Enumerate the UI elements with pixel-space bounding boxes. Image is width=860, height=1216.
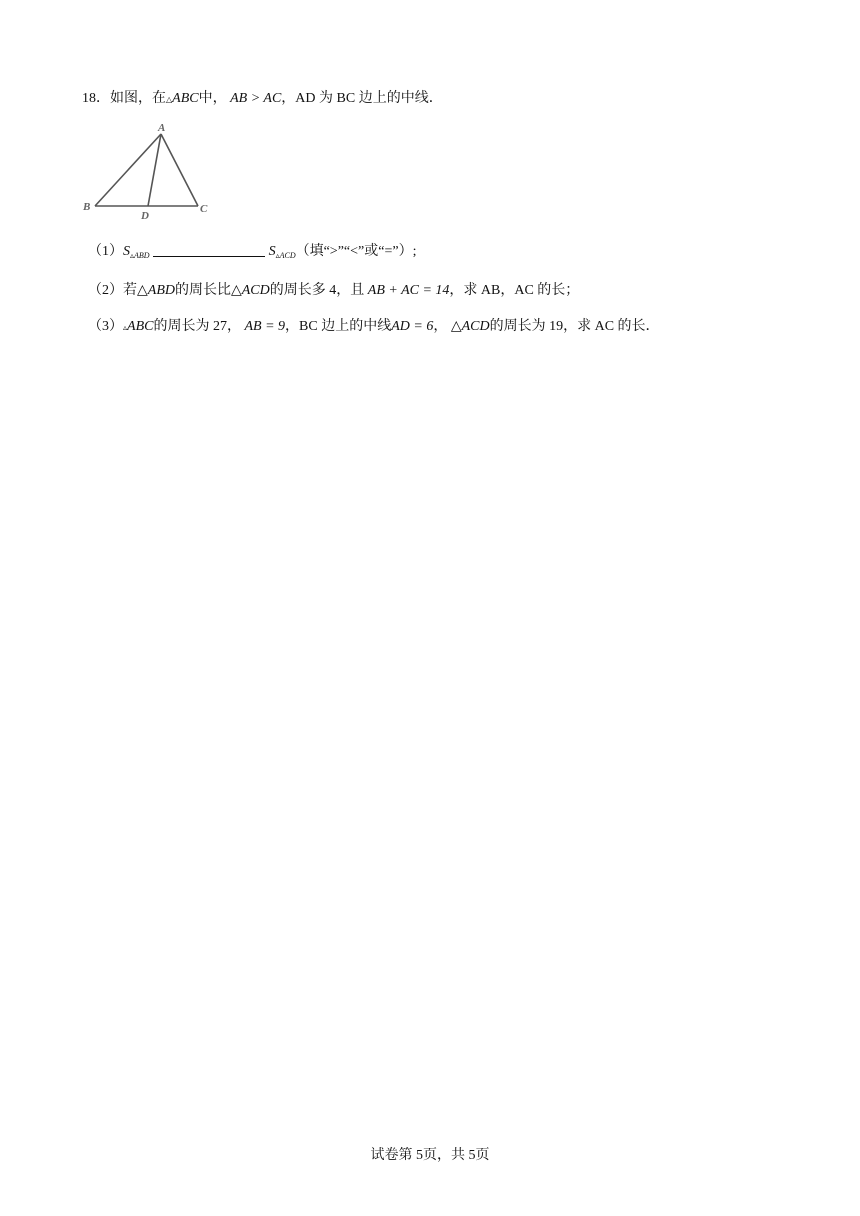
stem-middle: 中， bbox=[198, 91, 227, 106]
point-label-a: A bbox=[158, 122, 166, 134]
part-2-text-2: 的周长多 4，且 bbox=[269, 283, 365, 298]
median-ad bbox=[148, 134, 161, 206]
stem-condition: AB > AC bbox=[230, 91, 282, 106]
part-1-hint: （填“>”“<”或“=”）; bbox=[295, 244, 417, 259]
area-sub-2-tri: ▵ bbox=[275, 251, 280, 260]
part-3-text-2: ，BC 边上的中线 bbox=[285, 319, 392, 334]
part-3-number: （3） bbox=[88, 319, 123, 334]
part-2-equation: AB + AC = 14 bbox=[367, 283, 450, 298]
area-sub-2-label: ACD bbox=[279, 251, 296, 260]
area-sub-1-label: ABD bbox=[134, 251, 150, 260]
part-3-text-1: 的周长为 27， bbox=[153, 319, 241, 334]
part-3-acd: △ACD bbox=[450, 319, 490, 334]
stem-prefix: 如图，在 bbox=[110, 91, 166, 106]
area-sub-1 bbox=[130, 251, 150, 260]
part-3-eq2: AD = 6 bbox=[391, 319, 434, 334]
part-2-number: （2）若 bbox=[88, 283, 137, 298]
part-1 bbox=[88, 243, 416, 265]
triangle-figure bbox=[80, 120, 220, 225]
side-ab bbox=[95, 134, 161, 206]
question-number: 18． bbox=[82, 91, 110, 106]
part-3 bbox=[88, 318, 660, 337]
side-ac bbox=[161, 134, 198, 206]
area-sub-1-tri: ▵ bbox=[130, 251, 135, 260]
part-2-tail: ，求 AB，AC 的长； bbox=[449, 283, 580, 298]
triangle-abd: △ABD bbox=[137, 283, 175, 298]
point-label-b: B bbox=[83, 201, 91, 213]
part-2 bbox=[88, 282, 579, 300]
part-3-text-3: ， bbox=[433, 319, 448, 334]
answer-blank[interactable] bbox=[153, 243, 265, 257]
part-3-text-4: 的周长为 19，求 AC 的长． bbox=[489, 319, 660, 334]
part-2-text-1: 的周长比 bbox=[174, 283, 231, 298]
point-label-c: C bbox=[200, 203, 208, 215]
triangle-symbol-small: ▵ bbox=[123, 323, 128, 332]
triangle-acd: △ACD bbox=[230, 283, 270, 298]
question-stem bbox=[82, 90, 443, 109]
area-symbol-1: S bbox=[123, 244, 130, 259]
part-3-abc: ABC bbox=[127, 319, 154, 334]
area-sub-2 bbox=[276, 251, 296, 260]
part-3-eq1: AB = 9 bbox=[244, 319, 286, 334]
point-label-d: D bbox=[141, 210, 149, 222]
triangle-symbol: △ bbox=[166, 95, 173, 104]
stem-suffix: ，AD 为 BC 边上的中线． bbox=[281, 91, 443, 106]
triangle-abc: ABC bbox=[172, 91, 199, 106]
area-symbol-2: S bbox=[268, 244, 276, 259]
page-footer: 试卷第 5页，共 5页 bbox=[370, 1148, 490, 1163]
part-1-number: （1） bbox=[88, 244, 123, 259]
